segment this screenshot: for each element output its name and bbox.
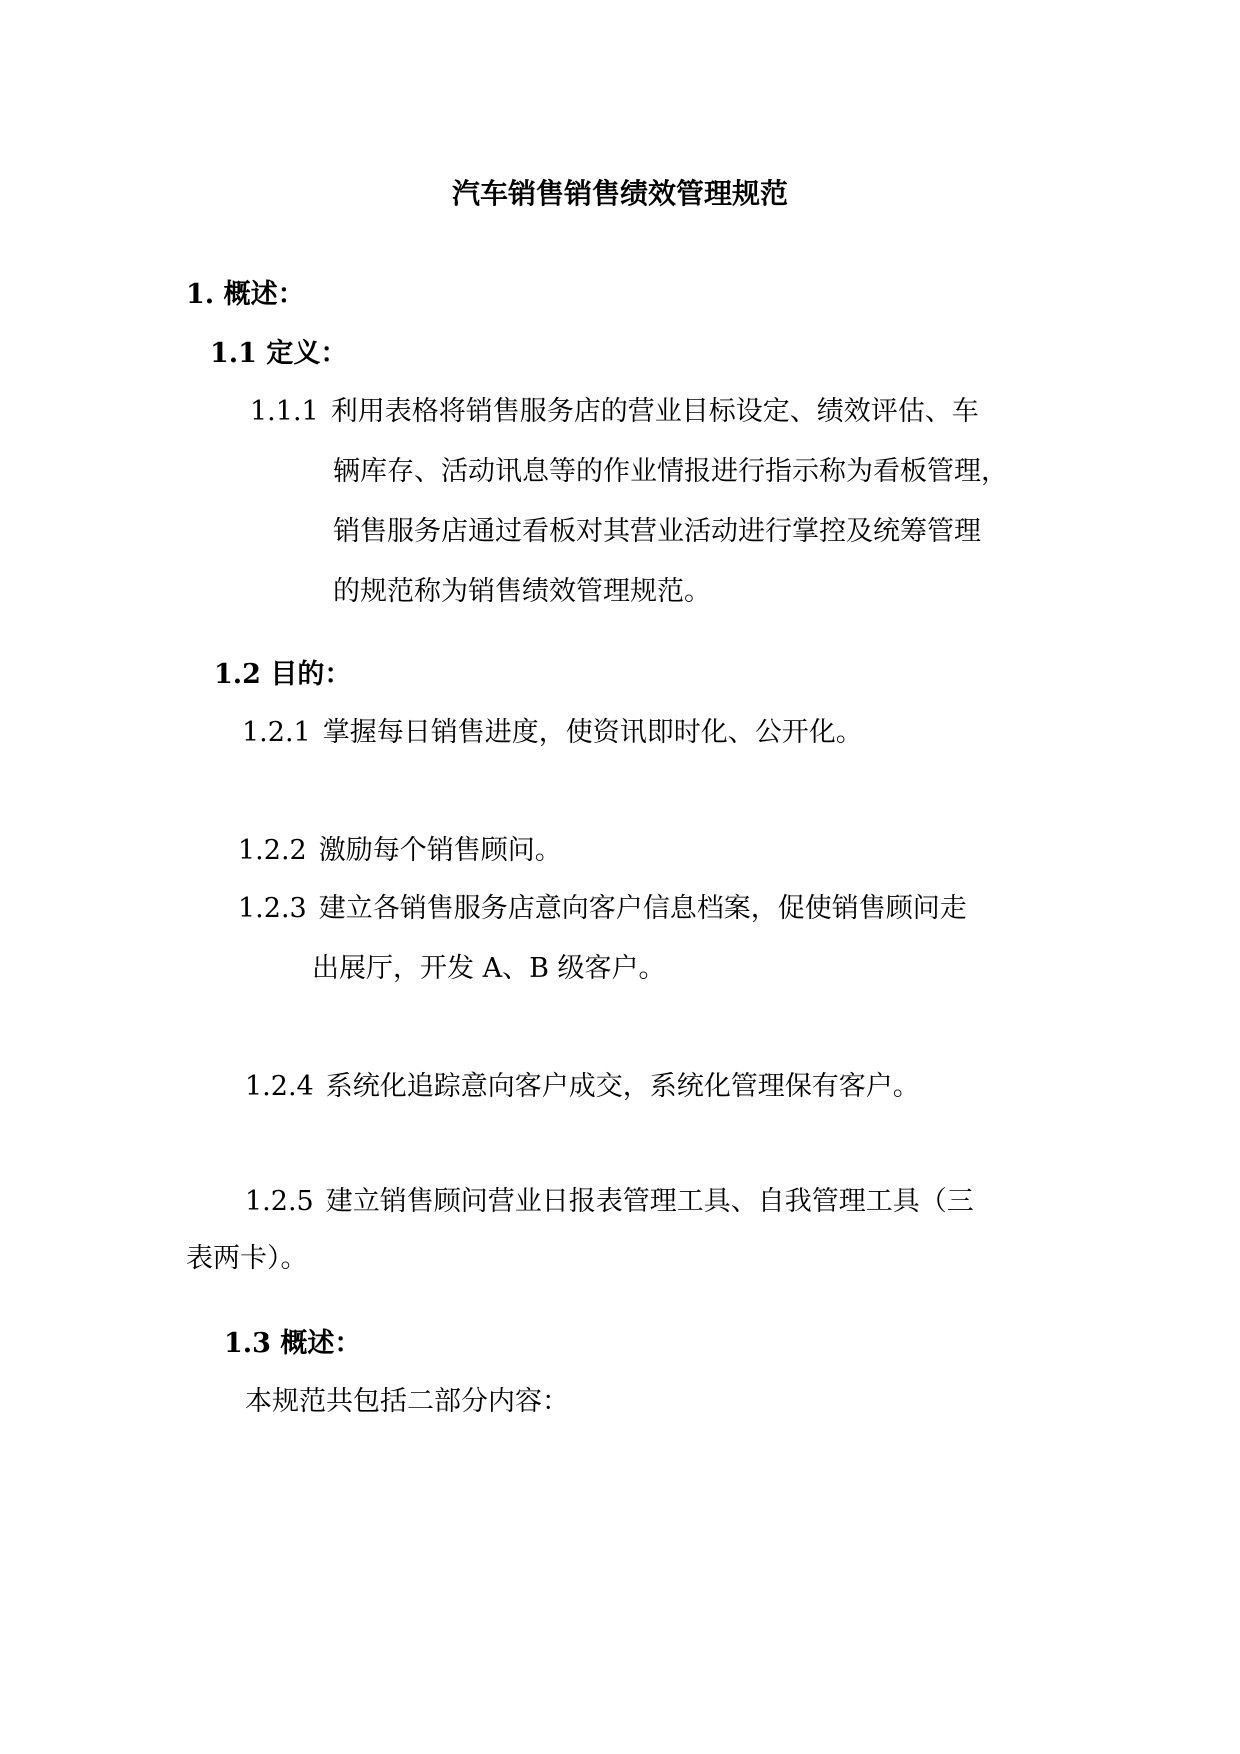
subsection-heading-purpose: 1.2 目的：	[214, 659, 352, 690]
item-text: 激励每个销售顾问。	[318, 835, 562, 866]
item-text: 利用表格将销售服务店的营业目标设定、绩效评估、车	[330, 396, 979, 427]
item-1-2-1	[242, 716, 863, 750]
item-number: 1.2.1	[242, 717, 311, 748]
item-number: 1.2.4	[245, 1071, 314, 1102]
item-number: 1.1.1	[250, 396, 319, 427]
subsection-heading-definition: 1.1 定义：	[210, 338, 348, 369]
item-1-1-1-line-2: 辆库存、活动讯息等的作业情报进行指示称为看板管理，	[333, 456, 1008, 487]
item-text: 系统化追踪意向客户成交，系统化管理保有客户。	[325, 1071, 920, 1102]
section-heading-overview: 1. 概述：	[186, 279, 305, 310]
item-1-2-3-line-1	[238, 892, 967, 926]
item-1-2-5-line-1	[245, 1185, 974, 1219]
item-text: 掌握每日销售进度，使资讯即时化、公开化。	[322, 717, 863, 748]
subsection-heading-summary: 1.3 概述：	[224, 1328, 362, 1359]
item-1-2-4	[245, 1070, 920, 1104]
summary-paragraph: 本规范共包括二部分内容：	[245, 1386, 569, 1417]
document-title: 汽车销售销售绩效管理规范	[451, 177, 788, 210]
item-number: 1.2.5	[245, 1186, 314, 1217]
item-1-2-5-line-2: 表两卡）。	[186, 1243, 308, 1274]
item-1-1-1-line-3: 销售服务店通过看板对其营业活动进行掌控及统筹管理	[333, 516, 981, 547]
item-1-1-1-line-4: 的规范称为销售绩效管理规范。	[333, 576, 711, 607]
item-1-2-3-line-2: 出展厅，开发 A、B 级客户。	[312, 953, 666, 984]
item-text: 建立销售顾问营业日报表管理工具、自我管理工具（三	[325, 1186, 974, 1217]
item-number: 1.2.2	[238, 835, 307, 866]
item-number: 1.2.3	[238, 893, 307, 924]
item-1-2-2	[238, 834, 562, 868]
item-1-1-1-line-1	[250, 395, 979, 429]
item-text: 建立各销售服务店意向客户信息档案，促使销售顾问走	[318, 893, 967, 924]
